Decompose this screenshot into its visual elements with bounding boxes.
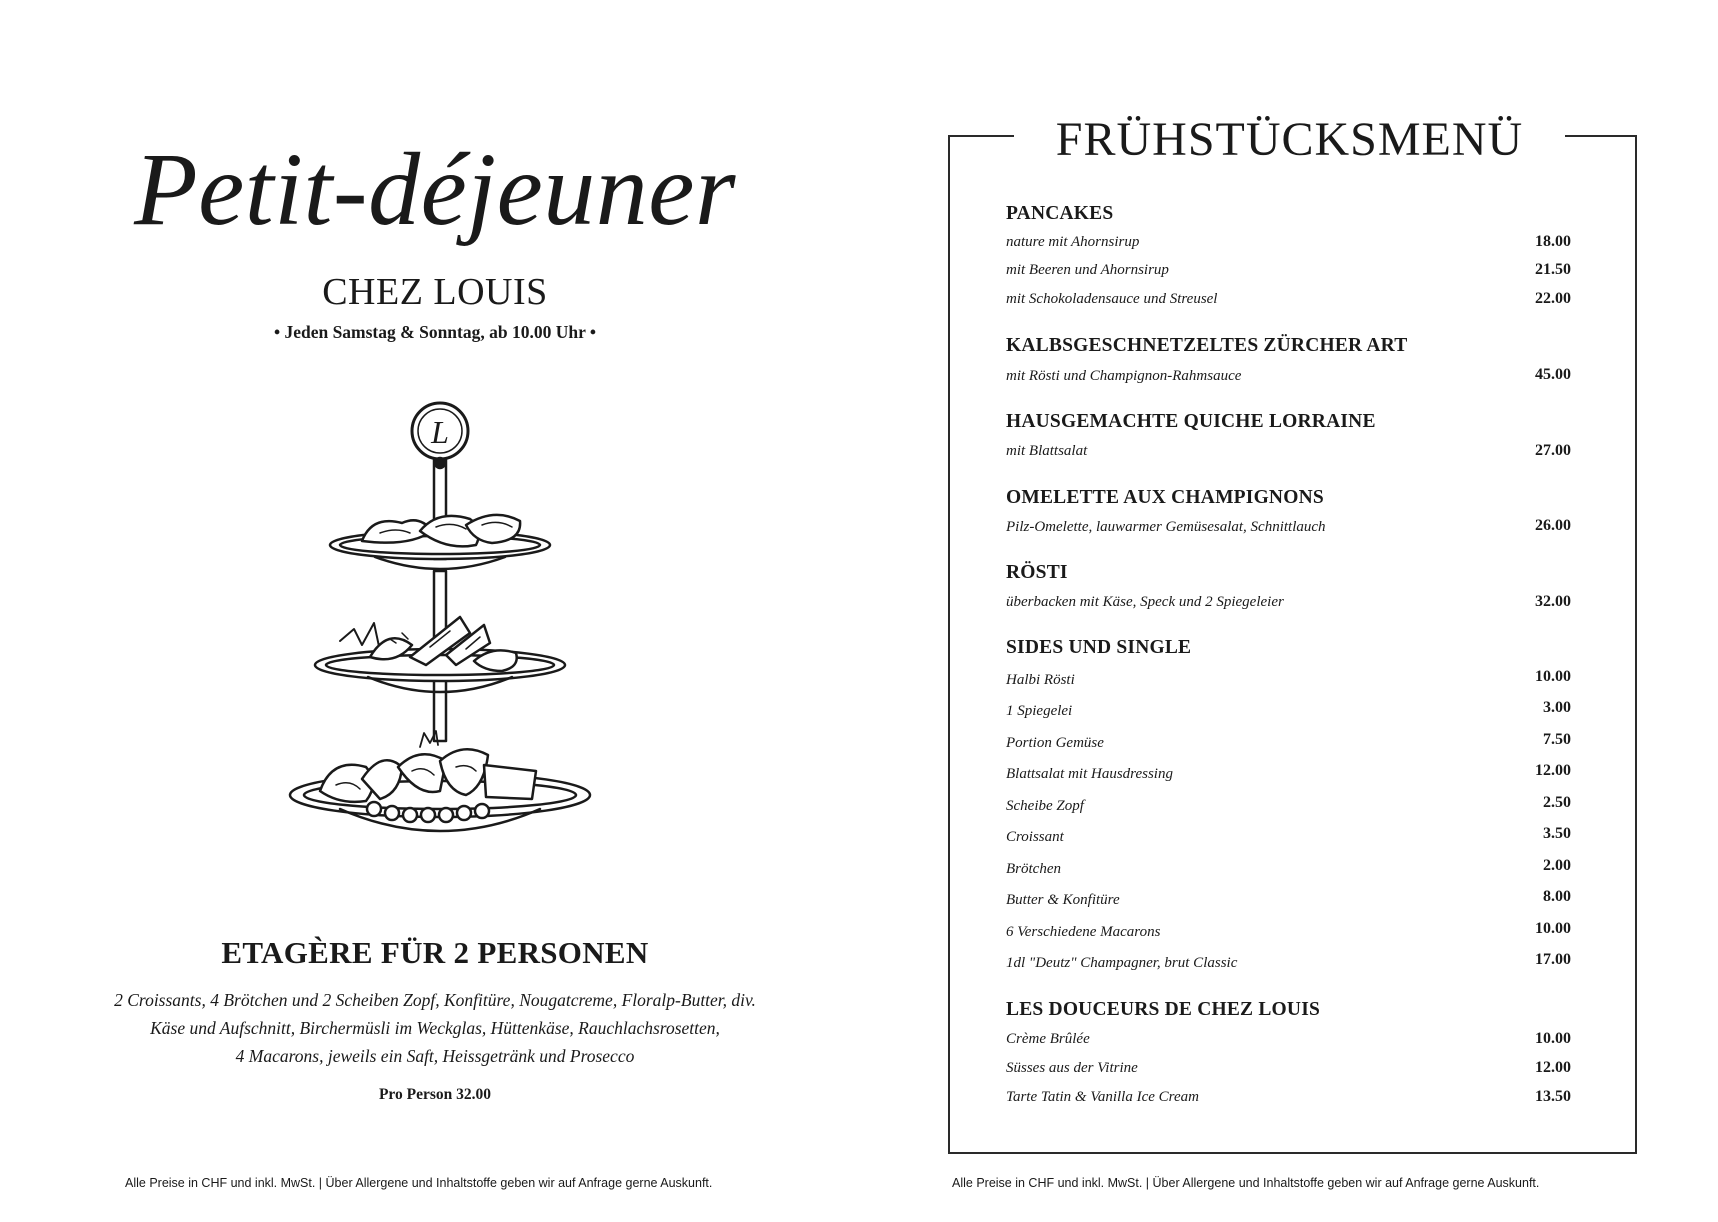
menu-item-name: Scheibe Zopf: [1006, 798, 1084, 814]
right-footer-note: Alle Preise in CHF und inkl. MwSt. | Über Allergene und Inhaltstoffe geben wir auf Anfrage gerne Auskunft.: [952, 1176, 1540, 1190]
section-heading: LES DOUCEURS DE CHEZ LOUIS: [1006, 999, 1321, 1020]
etagere-line: 4 Macarons, jeweils ein Saft, Heissgetränk und Prosecco: [235, 1046, 635, 1066]
cake-stand-illustration: [270, 395, 610, 865]
menu-item-price: 17.00: [1535, 951, 1571, 968]
section-heading: PANCAKES: [1006, 203, 1114, 224]
page-title-script: Petit-déjeuner: [134, 132, 736, 247]
menu-item-price: 12.00: [1535, 762, 1571, 779]
menu-item-price: 8.00: [1543, 888, 1571, 905]
menu-item-name: 1dl "Deutz" Champagner, brut Classic: [1006, 955, 1238, 971]
menu-item-price: 2.00: [1543, 857, 1571, 874]
restaurant-name: CHEZ LOUIS: [322, 271, 548, 313]
menu-item-name: Pilz-Omelette, lauwarmer Gemüsesalat, Schnittlauch: [1006, 519, 1326, 535]
menu-item-name: Crème Brûlée: [1006, 1031, 1090, 1047]
etagere-line: Käse und Aufschnitt, Birchermüsli im Weckglas, Hüttenkäse, Rauchlachsrosetten,: [150, 1018, 720, 1038]
section-heading: SIDES UND SINGLE: [1006, 637, 1192, 658]
menu-item-price: 12.00: [1535, 1059, 1571, 1076]
menu-item-price: 27.00: [1535, 442, 1571, 459]
menu-item-price: 18.00: [1535, 233, 1571, 250]
menu-item-price: 13.50: [1535, 1088, 1571, 1105]
menu-item-name: überbacken mit Käse, Speck und 2 Spiegeleier: [1006, 594, 1284, 610]
menu-item-name: Blattsalat mit Hausdressing: [1006, 766, 1173, 782]
menu-item-name: Portion Gemüse: [1006, 735, 1104, 751]
opening-schedule: • Jeden Samstag & Sonntag, ab 10.00 Uhr •: [273, 322, 597, 342]
menu-item-price: 10.00: [1535, 668, 1571, 685]
menu-item-name: mit Blattsalat: [1006, 443, 1088, 459]
menu-item-name: 6 Verschiedene Macarons: [1006, 924, 1161, 940]
menu-item-name: Croissant: [1006, 829, 1064, 845]
menu-item-price: 22.00: [1535, 290, 1571, 307]
menu-item-name: Brötchen: [1006, 861, 1061, 877]
left-footer-note: Alle Preise in CHF und inkl. MwSt. | Über Allergene und Inhaltstoffe geben wir auf Anfrage gerne Auskunft.: [125, 1176, 713, 1190]
etagere-description: [110, 986, 760, 1070]
menu-item-price: 10.00: [1535, 920, 1571, 937]
menu-item-price: 3.00: [1543, 699, 1571, 716]
monogram-letter: L: [431, 414, 449, 450]
menu-item-name: Halbi Rösti: [1006, 672, 1075, 688]
section-heading: OMELETTE AUX CHAMPIGNONS: [1006, 487, 1324, 508]
section-heading: RÖSTI: [1006, 562, 1068, 583]
menu-item-price: 32.00: [1535, 593, 1571, 610]
menu-item-price: 45.00: [1535, 366, 1571, 383]
etagere-title: ETAGÈRE FÜR 2 PERSONEN: [221, 935, 649, 970]
menu-item-price: 26.00: [1535, 517, 1571, 534]
menu-item-price: 7.50: [1543, 731, 1571, 748]
menu-item-name: mit Schokoladensauce und Streusel: [1006, 291, 1218, 307]
menu-title: FRÜHSTÜCKSMENÜ: [1014, 112, 1565, 167]
menu-item-name: Süsses aus der Vitrine: [1006, 1060, 1138, 1076]
menu-item-name: mit Beeren und Ahornsirup: [1006, 262, 1169, 278]
section-heading: HAUSGEMACHTE QUICHE LORRAINE: [1006, 411, 1376, 432]
menu-item-name: Butter & Konfitüre: [1006, 892, 1120, 908]
menu-item-name: Tarte Tatin & Vanilla Ice Cream: [1006, 1089, 1199, 1105]
menu-item-price: 10.00: [1535, 1030, 1571, 1047]
frame-top-left-rule: [948, 135, 1014, 137]
menu-item-name: 1 Spiegelei: [1006, 703, 1073, 719]
menu-item-price: 3.50: [1543, 825, 1571, 842]
menu-item-name: mit Rösti und Champignon-Rahmsauce: [1006, 368, 1242, 384]
etagere-price: Pro Person 32.00: [378, 1086, 492, 1103]
frame-top-right-rule: [1565, 135, 1637, 137]
etagere-line: 2 Croissants, 4 Brötchen und 2 Scheiben Zopf, Konfitüre, Nougatcreme, Floralp-Butter, div.: [114, 990, 756, 1010]
menu-item-price: 2.50: [1543, 794, 1571, 811]
menu-item-price: 21.50: [1535, 261, 1571, 278]
section-heading: KALBSGESCHNETZELTES ZÜRCHER ART: [1006, 335, 1408, 356]
menu-item-name: nature mit Ahornsirup: [1006, 234, 1140, 250]
